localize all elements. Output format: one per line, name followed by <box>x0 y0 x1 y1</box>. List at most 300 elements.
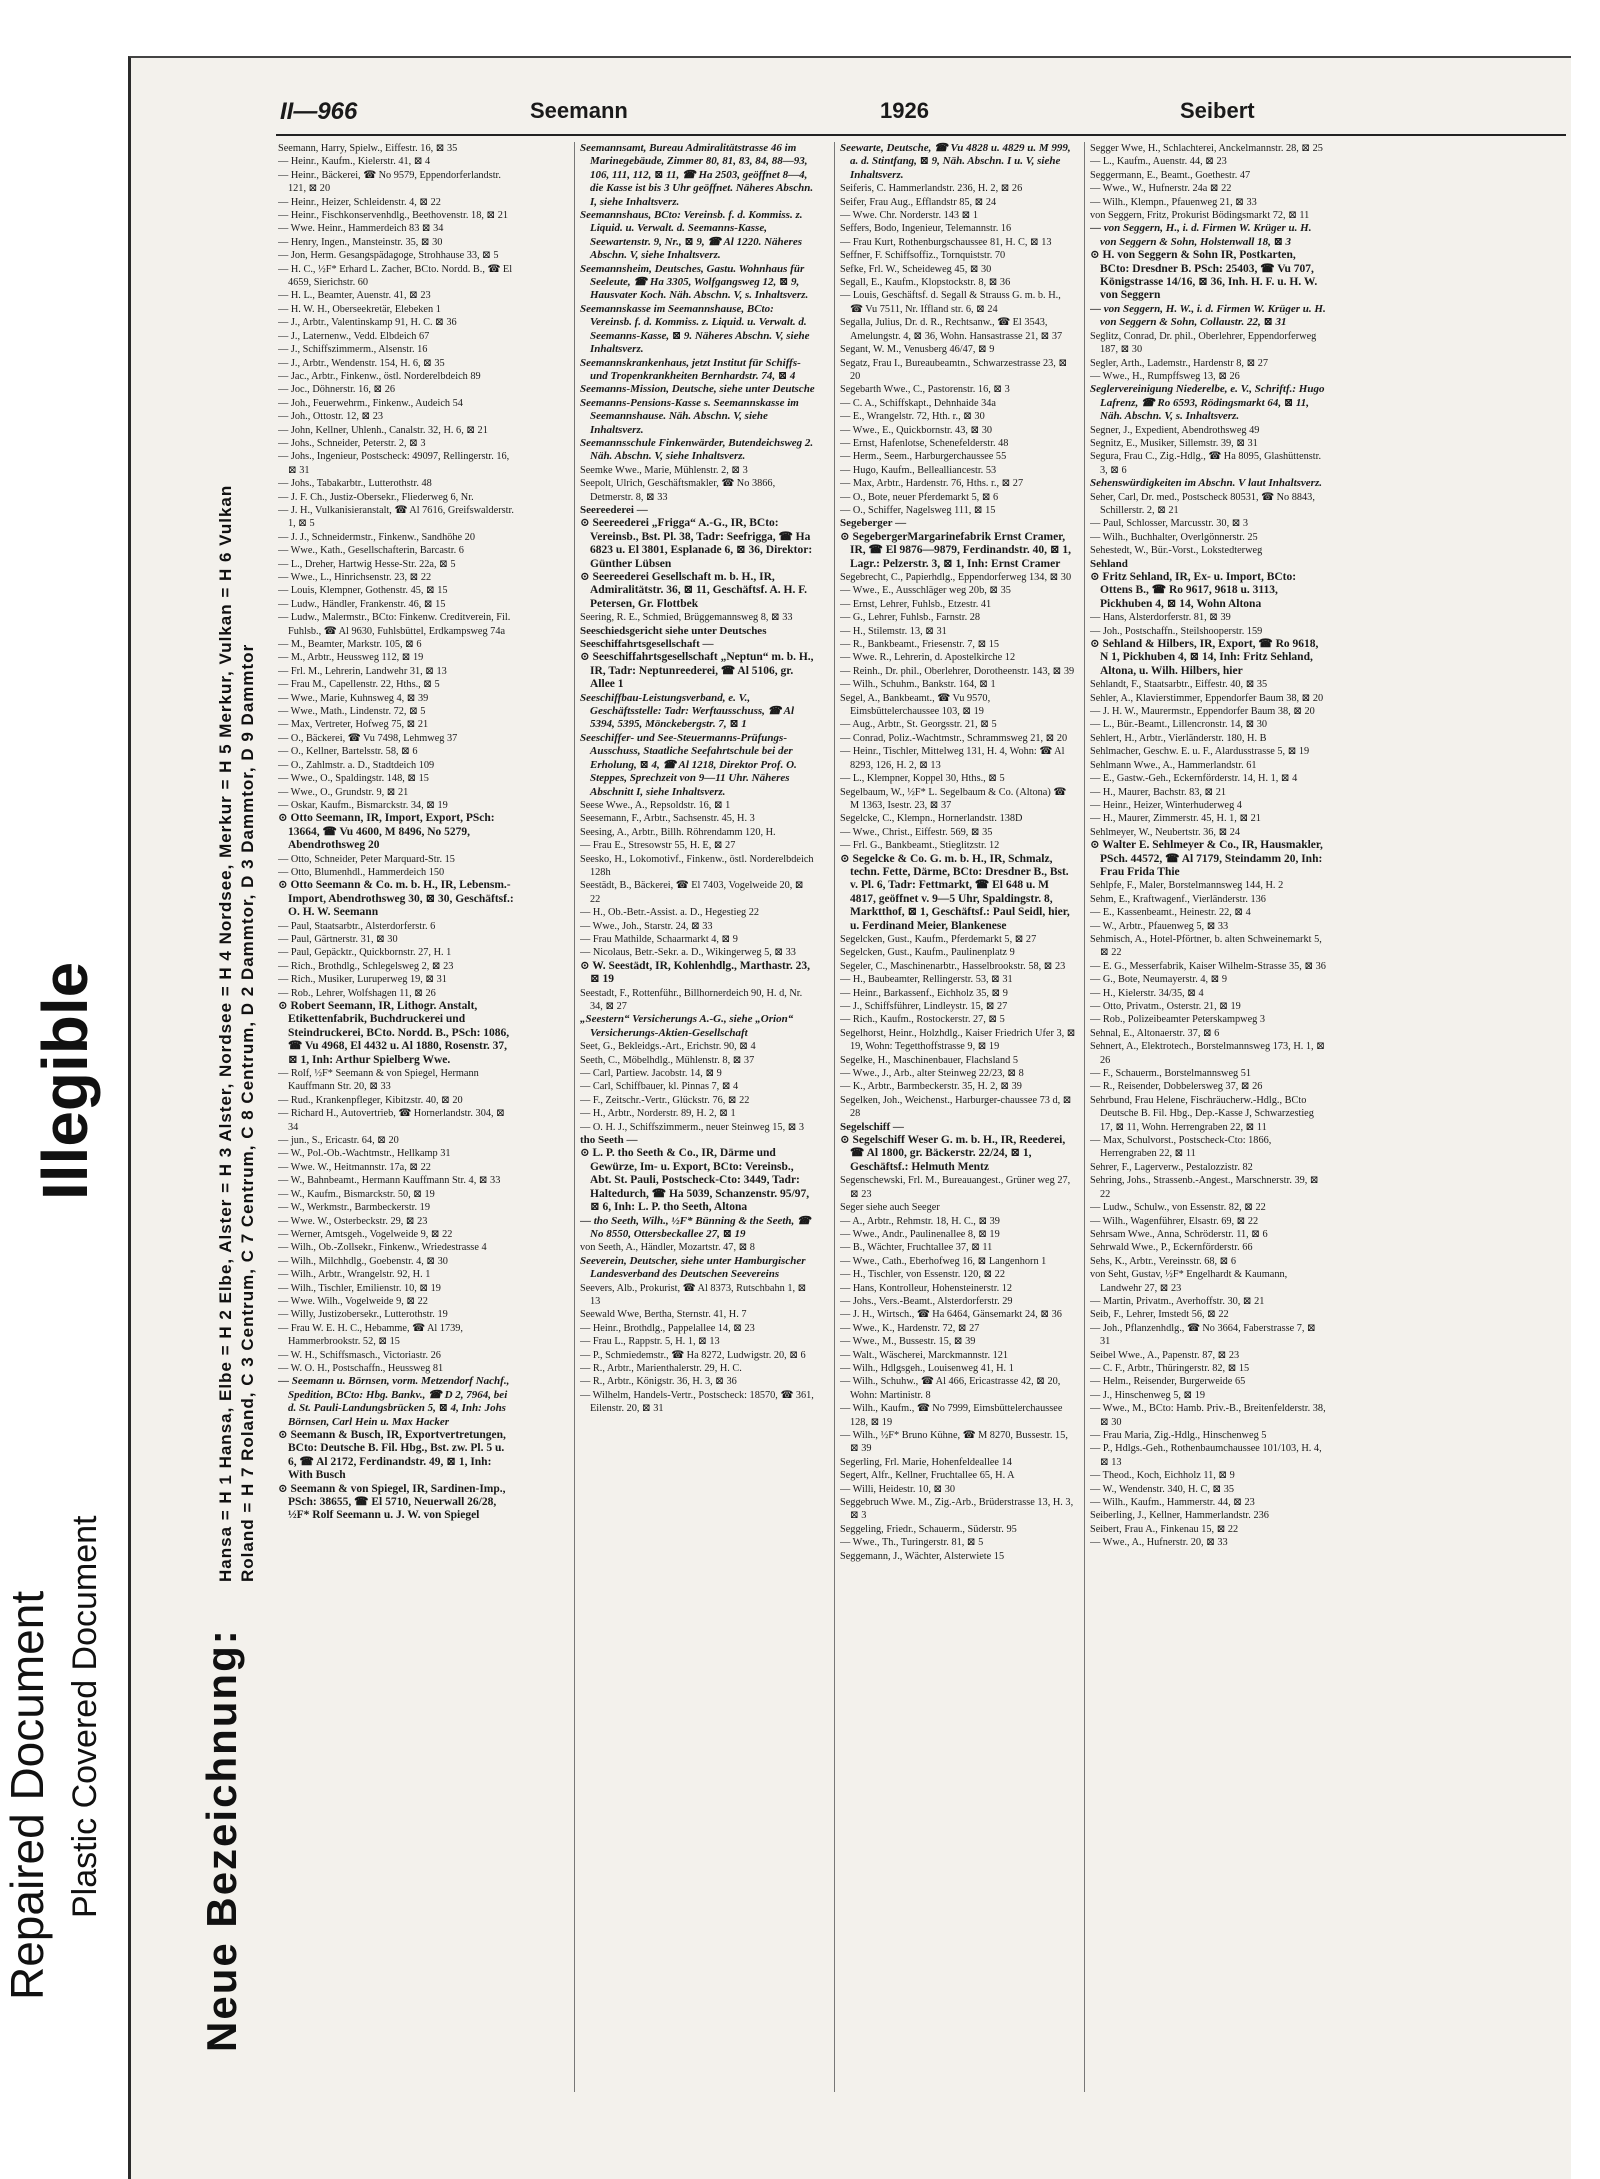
directory-entry: — Rob., Lehrer, Wolfshagen 11, ⊠ 26 <box>278 987 436 999</box>
repaired-document-stamp: Repaired Document <box>1 1590 53 2000</box>
directory-entry: ⊙ Segelcke & Co. G. m. b. H., IR, Schmalz, techn. Fette, Därme, BCto: Dresdner B., Bst. v. Pl. 6, Tadr: Fettmarkt, ☎ El 648 u. M 4817, geöffnet v. 9—5 Uhr, Spaldingstr. 8, Marktthof, ⊠ 1, Geschäftsf.: Paul Seidl, hier, u. Ferdinand Meier, Blankenese <box>840 852 1070 932</box>
directory-entry: — H., Kielerstr. 34/35, ⊠ 4 <box>1090 987 1204 999</box>
directory-entry: — Wwe., L., Hinrichsenstr. 23, ⊠ 22 <box>278 572 432 583</box>
directory-entry: — J., Arbtr., Valentinskamp 91, H. C. ⊠ 36 <box>278 317 457 329</box>
directory-entry: — Frau Mathilde, Schaarmarkt 4, ⊠ 9 <box>580 933 738 945</box>
directory-entry: — W., Arbtr., Pfauenweg 5, ⊠ 33 <box>1090 920 1229 932</box>
directory-entry: — W., Pol.-Ob.-Wachtmstr., Hellkamp 31 <box>278 1148 451 1160</box>
directory-entry: — Hans, Alsterdorferstr. 81, ⊠ 39 <box>1090 612 1231 624</box>
year: 1926 <box>880 98 929 123</box>
directory-entry: Seet, G., Bekleidgs.-Art., Erichstr. 90, ⊠ 4 <box>580 1041 756 1053</box>
directory-entry: — Wwe., M., Bussestr. 15, ⊠ 39 <box>840 1336 976 1348</box>
directory-entry: — L., Bür.-Beamt., Lillencronstr. 14, ⊠ 30 <box>1090 719 1268 731</box>
directory-entry: — Ludw., Schulw., von Essenstr. 82, ⊠ 22 <box>1090 1202 1266 1214</box>
directory-entry: Sehler, A., Klavierstimmer, Eppendorfer Baum 38, ⊠ 20 <box>1090 692 1324 704</box>
directory-entry: — W., Bahnbeamt., Hermann Kauffmann Str. 4, ⊠ 33 <box>278 1175 501 1187</box>
directory-entry: — M., Arbtr., Heussweg 112, ⊠ 19 <box>278 652 424 664</box>
directory-entry: ⊙ Seeschiffahrtsgesellschaft „Neptun“ m. b. H., IR, Tadr: Neptunreederei, ☎ Al 5106, gr. Allee 1 <box>580 651 814 691</box>
directory-entry: — Jon, Herm. Gesangspädagoge, Strohhause 33, ⊠ 5 <box>278 250 499 262</box>
directory-entry: — R., Bankbeamt., Friesenstr. 7, ⊠ 15 <box>840 639 1000 651</box>
directory-entry: — Frl. G., Bankbeamt., Stieglitzstr. 12 <box>840 840 1000 852</box>
directory-entry: — O., Zahlmstr. a. D., Stadtdeich 109 <box>278 759 435 771</box>
directory-entry: — Carl, Schiffbauer, kl. Pinnas 7, ⊠ 4 <box>580 1081 739 1093</box>
directory-entry: — Wwe., O., Grundstr. 9, ⊠ 21 <box>278 786 409 798</box>
directory-entry: Sehland <box>1090 557 1128 570</box>
directory-entry: — J. J., Schneidermstr., Finkenw., Sandhöhe 20 <box>278 531 475 543</box>
directory-entry: Seggebruch Wwe. M., Zig.-Arb., Brüderstrasse 13, H. 3, ⊠ 3 <box>840 1497 1074 1522</box>
directory-entry: — Reinh., Dr. phil., Oberlehrer, Dorotheenstr. 143, ⊠ 39 <box>840 665 1075 677</box>
directory-entry: Segner, J., Expedient, Abendrothsweg 49 <box>1090 424 1260 436</box>
directory-entry: — A., Arbtr., Rehmstr. 18, H. C., ⊠ 39 <box>840 1215 1000 1227</box>
directory-entry: Segel, A., Bankbeamt., ☎ Vu 9570, Eimsbüttelerchaussee 103, ⊠ 19 <box>840 692 991 718</box>
directory-entry: — J. H., Vulkanisieranstalt, ☎ Al 7616, Greifswalderstr. 1, ⊠ 5 <box>278 504 514 530</box>
directory-entry: ⊙ W. Seestädt, IR, Kohlenhdlg., Marthastr. 23, ⊠ 19 <box>580 959 810 986</box>
directory-entry: — Ludw., Händler, Frankenstr. 46, ⊠ 15 <box>278 598 446 610</box>
directory-entry: — Ludw., Malermstr., BCto: Finkenw. Creditverein, Fil. Fuhlsb., ☎ Al 9630, Fuhlsbüttel, Erdkampsweg 74a <box>278 612 511 637</box>
directory-entry: Segelcke, C., Klempn., Hornerlandstr. 138D <box>840 813 1023 825</box>
directory-entry: Sehnert, A., Elektrotech., Borstelmannsweg 173, H. 1, ⊠ 26 <box>1090 1041 1325 1066</box>
directory-entry: Sehlmann Wwe., A., Hammerlandstr. 61 <box>1090 759 1257 771</box>
directory-entry: — Heinr., Heizer, Schleidenstr. 4, ⊠ 22 <box>278 196 441 208</box>
directory-entry: — Wwe., Math., Lindenstr. 72, ⊠ 5 <box>278 706 426 718</box>
directory-entry: — H. W. H., Oberseekretär, Elebeken 1 <box>278 303 441 315</box>
directory-entry: Seeschiffbau-Leistungsverband, e. V., Geschäftsstelle: Tadr: Werftausschuss, ☎ Al 5394, 5395, Mönckebergstr. 7, ⊠ 1 <box>580 691 795 731</box>
directory-entry: — C. F., Arbtr., Thüringerstr. 82, ⊠ 15 <box>1090 1362 1250 1374</box>
directory-entry: Sehlpfe, F., Maler, Borstelmannsweg 144, H. 2 <box>1090 880 1284 892</box>
directory-entry: Seibel Wwe., A., Papenstr. 87, ⊠ 23 <box>1090 1349 1240 1361</box>
directory-entry: von Seggern, Fritz, Prokurist Bödingsmarkt 72, ⊠ 11 <box>1090 210 1310 222</box>
directory-entry: Sefke, Frl. W., Scheideweg 45, ⊠ 30 <box>840 263 992 275</box>
directory-entry: — Oskar, Kaufm., Bismarckstr. 34, ⊠ 19 <box>278 799 448 811</box>
directory-entry: Seemannskasse im Seemannshause, BCto: Vereinsb. f. d. Kommiss. z. Liquid. u. Verwalt. d. Seemanns-Kasse, ⊠ 9. Näheres Abschn. V, siehe Inhaltsverz. <box>580 302 810 356</box>
directory-entry: — Willy, Justizobersekr., Lutterothstr. 19 <box>278 1309 448 1321</box>
directory-entry: — O., Kellner, Bartelsstr. 58, ⊠ 6 <box>278 746 418 758</box>
directory-entry: — Henry, Ingen., Mansteinstr. 35, ⊠ 30 <box>278 236 443 248</box>
directory-entry: — Walt., Wäscherei, Marckmannstr. 121 <box>840 1349 1009 1361</box>
directory-entry: — J., Schiffsführer, Lindleystr. 15, ⊠ 27 <box>840 1001 1008 1012</box>
directory-entry: — P., Schmiedemstr., ☎ Ha 8272, Ludwigstr. 20, ⊠ 6 <box>580 1349 806 1361</box>
directory-entry: Sehrbund, Frau Helene, Fischräucherw.-Hdlg., BCto Deutsche B. Fil. Hbg., Dep.-Kasse J, Schwarzestieg 17, ⊠ 11, Wohn. Herrengraben 22, ⊠ 11 <box>1090 1094 1314 1133</box>
directory-entry: — Wwe., H., Rumpffsweg 13, ⊠ 26 <box>1090 370 1240 382</box>
directory-entry: — Johs., Ingenieur, Postscheck: 49097, Rellingerstr. 16, ⊠ 31 <box>278 451 510 476</box>
directory-entry: — F., Schauerm., Borstelmannsweg 51 <box>1090 1068 1252 1080</box>
directory-entry: Sehlert, H., Arbtr., Vierländerstr. 180, H. B <box>1090 732 1267 744</box>
side-legend-title: Neue Bezeichnung: <box>198 1628 245 2052</box>
page-number: II—966 <box>280 98 358 125</box>
directory-entry: Seeschiffahrtsgesellschaft — <box>580 638 714 651</box>
directory-entry: — P., Hdlgs.-Geh., Rothenbaumchaussee 101/103, H. 4, ⊠ 13 <box>1090 1443 1322 1468</box>
directory-entry: — Heinr., Bäckerei, ☎ No 9579, Eppendorferlandstr. 121, ⊠ 20 <box>278 169 501 195</box>
directory-entry: — J., Schiffszimmerm., Alsenstr. 16 <box>278 344 428 356</box>
directory-entry: — Wwe., A., Hufnerstr. 20, ⊠ 33 <box>1090 1537 1228 1549</box>
directory-entry: von Seht, Gustav, ½F* Engelhardt & Kaumann, Landwehr 27, ⊠ 23 <box>1090 1269 1288 1294</box>
directory-entry: Segeler, C., Maschinenarbtr., Hasselbrookstr. 58, ⊠ 23 <box>840 960 1066 972</box>
directory-entry: Segelhorst, Heinr., Holzhdlg., Kaiser Friedrich Ufer 3, ⊠ 19, Wohn: Tegetthoffstrasse 9, ⊠ 19 <box>840 1027 1076 1053</box>
side-legend-line-2: Roland = H 7 Roland, C 3 Centrum, C 7 Centrum, C 8 Centrum, D 2 Dammtor, D 3 Dammtor, D 9 Dammtor <box>238 643 257 1582</box>
directory-entry: Segura, Frau C., Zig.-Hdlg., ☎ Ha 8095, Glashüttenstr. 3, ⊠ 6 <box>1090 451 1322 476</box>
directory-entry: Seemanns-Pensions-Kasse s. Seemannskasse im Seemannshause. Näh. Abschn. V, siehe Inhaltsverz. <box>580 396 799 436</box>
directory-entry: — Heinr., Heizer, Winterhuderweg 4 <box>1090 799 1242 811</box>
directory-entry: Segant, W. M., Venusberg 46/47, ⊠ 9 <box>840 344 995 356</box>
directory-entry: Seeth, C., Möbelhdlg., Mühlenstr. 8, ⊠ 37 <box>580 1054 755 1066</box>
directory-entry: Segebarth Wwe., C., Pastorenstr. 16, ⊠ 3 <box>840 384 1010 396</box>
directory-entry: — Frau W. E. H. C., Hebamme, ☎ Al 1739, Hammerbrookstr. 52, ⊠ 15 <box>278 1322 464 1348</box>
directory-entry: ⊙ Seereederei Gesellschaft m. b. H., IR, Admiralitätstr. 36, ⊠ 11, Geschäftsf. A. H. F. Petersen, Gr. Flottbek <box>580 571 808 610</box>
directory-entry: Seestädt, B., Bäckerei, ☎ El 7403, Vogelweide 20, ⊠ 22 <box>580 880 804 905</box>
directory-entry: „Seestern“ Versicherungs A.-G., siehe „Orion“ Versicherungs-Aktien-Gesellschaft <box>580 1013 794 1039</box>
directory-entry: — Wwe. Chr. Norderstr. 143 ⊠ 1 <box>840 210 978 222</box>
directory-entry: — Heinr., Barkassenf., Eichholz 35, ⊠ 9 <box>840 987 1008 999</box>
directory-entry: — C. A., Schiffskapt., Dehnhaide 34a <box>840 397 996 409</box>
directory-entry: Seglitz, Conrad, Dr. phil., Oberlehrer, Eppendorferweg 187, ⊠ 30 <box>1090 330 1317 356</box>
directory-entry: — Carl, Partiew. Jacobstr. 14, ⊠ 9 <box>580 1068 722 1080</box>
directory-column-3 <box>840 142 1076 2112</box>
directory-entry: — E., Kassenbeamt., Heinestr. 22, ⊠ 4 <box>1090 907 1251 919</box>
directory-entry: — Wilh., Wagenführer, Elsastr. 69, ⊠ 22 <box>1090 1215 1259 1227</box>
directory-entry: — Frau M., Capellenstr. 22, Hths., ⊠ 5 <box>278 679 440 691</box>
directory-entry: Seibert, Frau A., Finkenau 15, ⊠ 22 <box>1090 1523 1239 1535</box>
directory-entry: Seemannshaus, BCto: Vereinsb. f. d. Kommiss. z. Liquid. u. Verwalt. d. Seemanns-Kasse, Seewartenstr. 9, Nr., ⊠ 9, ☎ Al 1220. Näheres Abschn. V, siehe Inhaltsverz. <box>580 209 803 262</box>
directory-entry: — L., Dreher, Hartwig Hesse-Str. 22a, ⊠ 5 <box>278 558 456 570</box>
directory-entry: — H. L., Beamter, Auenstr. 41, ⊠ 23 <box>278 290 431 302</box>
directory-entry: — F., Zeitschr.-Vertr., Glückstr. 76, ⊠ 22 <box>580 1094 750 1106</box>
directory-entry: — Joh., Pflanzenhdlg., ☎ No 3664, Faberstrasse 7, ⊠ 31 <box>1090 1322 1316 1348</box>
directory-entry: — J., Hinschenweg 5, ⊠ 19 <box>1090 1389 1206 1401</box>
directory-entry: von Seeth, A., Händler, Mozartstr. 47, ⊠ 8 <box>580 1242 755 1254</box>
directory-entry: — Heinr., Tischler, Mittelweg 131, H. 4, Wohn: ☎ Al 8293, 126, H. 2, ⊠ 13 <box>840 746 1065 771</box>
directory-entry: ⊙ L. P. tho Seeth & Co., IR, Därme und Gewürze, Im- u. Export, BCto: Vereinsb., Abt. St. Pauli, Postscheck-Cto: 3449, Tadr: Haltedurch, ☎ Ha 5039, Schanzenstr. 95/97, ⊠ 6, Inh: L. P. tho Seeth, Altona <box>580 1147 810 1214</box>
directory-entry: — Hugo, Kaufm., Bellealliancestr. 53 <box>840 464 997 476</box>
directory-entry: — H., Maurer, Bachstr. 83, ⊠ 21 <box>1090 786 1227 798</box>
directory-entry: — B., Wächter, Fruchtallee 37, ⊠ 11 <box>840 1242 993 1254</box>
directory-entry: ⊙ Sehland & Hilbers, IR, Export, ☎ Ro 9618, N 1, Pickhuben 4, ⊠ 14, Inh: Fritz Sehland, Altona, u. Wilh. Hilbers, hier <box>1090 638 1319 677</box>
directory-entry: — von Seggern, H., i. d. Firmen W. Krüger u. H. von Seggern & Sohn, Holstenwall 18, ⊠ 3 <box>1090 222 1312 248</box>
directory-entry: — H., Arbtr., Norderstr. 89, H. 2, ⊠ 1 <box>580 1108 736 1120</box>
directory-entry: Seemannsamt, Bureau Admiralitätstrasse 46 im Marinegebäude, Zimmer 80, 81, 83, 84, 88—93, 106, 111, 112, ⊠ 11, ☎ Ha 2503, geöffnet 8—4, die Kasse ist bis 3 Uhr geöffnet. Näheres Abschn. I, siehe Inhaltsverz. <box>580 142 814 208</box>
directory-entry: — G., Lehrer, Fuhlsb., Farnstr. 28 <box>840 612 981 624</box>
directory-entry: — Louis, Klempner, Gothenstr. 45, ⊠ 15 <box>278 585 448 597</box>
directory-entry: — Wilh., Tischler, Emilienstr. 10, ⊠ 19 <box>278 1282 441 1294</box>
directory-entry: — O., Bäckerei, ☎ Vu 7498, Lehmweg 37 <box>278 732 458 744</box>
directory-entry: — R., Reisender, Dobbelersweg 37, ⊠ 26 <box>1090 1081 1263 1093</box>
directory-entry: — Frl. M., Lehrerin, Landwehr 31, ⊠ 13 <box>278 665 447 677</box>
directory-entry: — Wwe., E., Quickbornstr. 43, ⊠ 30 <box>840 424 993 436</box>
directory-entry: — M., Beamter, Markstr. 105, ⊠ 6 <box>278 639 422 651</box>
directory-entry: ⊙ Fritz Sehland, IR, Ex- u. Import, BCto: Ottens B., ☎ Ro 9617, 9618 u. 3113, Pickhuben 4, ⊠ 14, Wohn Altona <box>1090 571 1297 610</box>
directory-entry: — jun., S., Ericastr. 64, ⊠ 20 <box>278 1135 399 1147</box>
directory-entry: — Werner, Amtsgeh., Vogelweide 9, ⊠ 22 <box>278 1228 453 1240</box>
directory-entry: ⊙ Seemann & von Spiegel, IR, Sardinen-Imp., PSch: 38655, ☎ El 5710, Neuerwall 26/28, ½F* Rolf Seemann u. J. W. von Spiegel <box>278 1482 506 1522</box>
directory-entry: Segelke, H., Maschinenbauer, Flachsland 5 <box>840 1054 1019 1066</box>
directory-entry: — Wwe. W., Heitmannstr. 17a, ⊠ 22 <box>278 1161 431 1173</box>
directory-entry: Segeberger — <box>840 517 907 530</box>
directory-entry: Seemannskrankenhaus, jetzt Institut für Schiffs- und Tropenkrankheiten Bernhardstr. 74, ⊠ 4 <box>580 356 801 382</box>
directory-entry: ⊙ Segelschiff Weser G. m. b. H., IR, Reederei, ☎ Al 1800, gr. Bäckerstr. 22/24, ⊠ 1, Geschäftsf.: Helmuth Mentz <box>840 1134 1066 1173</box>
directory-entry: — Paul, Gepäcktr., Quickbornstr. 27, H. 1 <box>278 947 452 959</box>
directory-entry: Segelschiff — <box>840 1120 904 1133</box>
directory-entry: — Joh., Feuerwehrm., Finkenw., Audeich 54 <box>278 397 463 409</box>
directory-entry: — H. C., ½F* Erhard L. Zacher, BCto. Nordd. B., ☎ El 4659, Sierichstr. 60 <box>278 263 513 289</box>
directory-entry: — Wilh., Klempn., Pfauenweg 21, ⊠ 33 <box>1090 196 1257 208</box>
directory-entry: Segatz, Frau I., Bureaubeamtn., Schwarzestrasse 23, ⊠ 20 <box>840 357 1068 382</box>
directory-entry: — Paul, Schlosser, Marcusstr. 30, ⊠ 3 <box>1090 518 1249 530</box>
directory-entry: Seib, F., Lehrer, Imstedt 56, ⊠ 22 <box>1090 1309 1229 1321</box>
directory-entry: — Wwe., Christ., Eiffestr. 569, ⊠ 35 <box>840 826 993 838</box>
directory-entry: — Johs., Tabakarbtr., Lutterothstr. 48 <box>278 478 432 490</box>
directory-entry: — Wilh., Kaufm., Hammerstr. 44, ⊠ 23 <box>1090 1497 1255 1509</box>
directory-entry: — K., Arbtr., Barmbeckerstr. 35, H. 2, ⊠ 39 <box>840 1081 1022 1093</box>
column-divider <box>574 142 575 2092</box>
directory-entry: — Richard H., Autovertrieb, ☎ Hornerlandstr. 304, ⊠ 34 <box>278 1108 505 1133</box>
directory-entry: — R., Arbtr., Marienthalerstr. 29, H. C. <box>580 1362 742 1374</box>
directory-entry: Seiberling, J., Kellner, Hammerlandstr. 236 <box>1090 1510 1269 1522</box>
directory-entry: Seesing, A., Arbtr., Billh. Röhrendamm 120, H. <box>580 826 776 838</box>
directory-entry: — O., Schiffer, Nagelsweg 111, ⊠ 15 <box>840 504 996 516</box>
directory-entry: Seher, Carl, Dr. med., Postscheck 80531, ☎ No 8843, Schillerstr. 2, ⊠ 21 <box>1090 491 1315 516</box>
directory-entry: Sehlmacher, Geschw. E. u. F., Alardusstrasse 5, ⊠ 19 <box>1090 746 1310 758</box>
directory-entry: — Rob., Polizeibeamter Peterskampweg 3 <box>1090 1014 1266 1026</box>
last-entry-word: Seibert <box>1180 98 1255 123</box>
directory-entry: Sehlandt, F., Staatsarbtr., Eiffestr. 40, ⊠ 35 <box>1090 679 1268 691</box>
directory-entry: Segerling, Frl. Marie, Hohenfeldeallee 14 <box>840 1456 1012 1468</box>
directory-entry: ⊙ Walter E. Sehlmeyer & Co., IR, Hausmakler, PSch. 44572, ☎ Al 7179, Steindamm 20, Inh: Frau Frida Thie <box>1090 839 1323 878</box>
directory-entry: — W. H., Schiffsmasch., Victoriastr. 26 <box>278 1349 441 1361</box>
directory-entry: — Heinr., Fischkonservenhdlg., Beethovenstr. 18, ⊠ 21 <box>278 210 508 222</box>
directory-entry: — Rolf, ½F* Seemann & von Spiegel, Hermann Kauffmann Str. 20, ⊠ 33 <box>278 1068 479 1093</box>
directory-entry: — Johs., Vers.-Beamt., Alsterdorferstr. 29 <box>840 1295 1013 1307</box>
first-entry-word: Seemann <box>530 98 628 123</box>
directory-entry: — Hans, Kontrolleur, Hohensteinerstr. 12 <box>840 1282 1013 1294</box>
directory-entry: — Rich., Musiker, Luruperweg 19, ⊠ 31 <box>278 974 447 986</box>
directory-entry: Segger Wwe, H., Schlachterei, Anckelmannstr. 28, ⊠ 25 <box>1090 143 1323 154</box>
directory-entry: — E., Wrangelstr. 72, Hth. r., ⊠ 30 <box>840 411 985 423</box>
directory-entry: Seglervereinigung Niederelbe, e. V., Schriftf.: Hugo Lafrenz, ☎ Ro 6593, Rödingsmarkt 64, ⊠ 11, Näh. Abschn. V, s. Inhaltsverz. <box>1090 383 1325 423</box>
directory-entry: — Wwe., Th., Turingerstr. 81, ⊠ 5 <box>840 1537 984 1549</box>
directory-entry: Seesemann, F., Arbtr., Sachsenstr. 45, H. 3 <box>580 813 755 825</box>
directory-entry: — Wwe. R., Lehrerin, d. Apostelkirche 12 <box>840 652 1016 664</box>
directory-entry: — Wwe., Joh., Starstr. 24, ⊠ 33 <box>580 920 713 932</box>
directory-entry: Segalla, Julius, Dr. d. R., Rechtsanw., ☎ El 3543, Amelungstr. 4, ⊠ 36, Wohn. Hansastrasse 21, ⊠ 37 <box>840 317 1063 342</box>
directory-entry: Seemannsschule Finkenwärder, Butendeichsweg 2. Näh. Abschn. V, siehe Inhaltsverz. <box>580 436 814 463</box>
directory-entry: Segert, Alfr., Kellner, Fruchtallee 65, H. A <box>840 1470 1015 1482</box>
directory-entry: Sehrwald Wwe., P., Eckernförderstr. 66 <box>1090 1242 1253 1254</box>
directory-entry: — H., Stilemstr. 13, ⊠ 31 <box>840 625 947 637</box>
directory-entry: — Wwe., O., Spaldingstr. 148, ⊠ 15 <box>278 773 429 785</box>
directory-entry: — Wwe. Wilh., Vogelweide 9, ⊠ 22 <box>278 1295 428 1307</box>
directory-entry: Seereederei — <box>580 503 648 516</box>
directory-entry: — Wilh., Buchhalter, Overlgönnerstr. 25 <box>1090 531 1258 543</box>
directory-entry: — Wwe., J., Arb., alter Steinweg 22/23, ⊠ 8 <box>840 1068 1024 1080</box>
directory-entry: Seepolt, Ulrich, Geschäftsmakler, ☎ No 3866, Detmerstr. 8, ⊠ 33 <box>580 478 776 503</box>
directory-entry: — Frau Maria, Zig.-Hdlg., Hinschenweg 5 <box>1090 1430 1267 1441</box>
directory-entry: — Conrad, Poliz.-Wachtmstr., Schrammsweg 21, ⊠ 20 <box>840 732 1068 744</box>
directory-entry: — Otto, Privatm., Osterstr. 21, ⊠ 19 <box>1090 1001 1241 1012</box>
illegible-stamp: Illegible <box>29 961 101 1200</box>
directory-entry: ⊙ Seereederei „Frigga“ A.-G., IR, BCto: Vereinsb., Bst. Pl. 38, Tadr: Seefrigga, ☎ Ha 6823 u. El 3801, Esplanade 6, ⊠ 36, Direktor: Günther Lübsen <box>580 517 813 570</box>
directory-entry: Segelken, Joh., Weichenst., Harburger-chaussee 73 d, ⊠ 28 <box>840 1094 1072 1120</box>
directory-entry: — Heinr., Brothdlg., Pappelallee 14, ⊠ 23 <box>580 1322 755 1334</box>
directory-entry: ⊙ Otto Seemann, IR, Import, Export, PSch: 13664, ☎ Vu 4600, M 8496, No 5279, Abendrothsweg 20 <box>278 812 495 852</box>
column-divider <box>834 142 835 2092</box>
directory-entry: — Rich., Brothdlg., Schlegelsweg 2, ⊠ 23 <box>278 960 454 972</box>
directory-entry: — Frau E., Stresowstr 55, H. E, ⊠ 27 <box>580 840 736 852</box>
directory-entry: Seeschiedsgericht siehe unter Deutsches <box>580 624 767 637</box>
directory-entry: — G., Bote, Neumayerstr. 4, ⊠ 9 <box>1090 974 1228 986</box>
directory-entry: — Paul, Staatsarbtr., Alsterdorferstr. 6 <box>278 920 436 932</box>
directory-entry: Seggermann, E., Beamt., Goethestr. 47 <box>1090 169 1251 181</box>
directory-entry: Seeverein, Deutscher, siehe unter Hamburgischer Landesverband des Deutschen Seevereins <box>580 1254 806 1281</box>
directory-entry: Segelcken, Gust., Kaufm., Pferdemarkt 5, ⊠ 27 <box>840 933 1037 945</box>
directory-entry: — L., Kaufm., Auenstr. 44, ⊠ 23 <box>1090 156 1227 168</box>
directory-entry: — Nicolaus, Betr.-Sekr. a. D., Wikingerweg 5, ⊠ 33 <box>580 947 796 959</box>
directory-entry: — Wwe., W., Hufnerstr. 24a ⊠ 22 <box>1090 183 1232 195</box>
directory-entry: Sehs, K., Arbtr., Vereinsstr. 68, ⊠ 6 <box>1090 1255 1237 1267</box>
directory-entry: — Wilh., Kaufm., ☎ No 7999, Eimsbüttelerchaussee 128, ⊠ 19 <box>840 1403 1063 1428</box>
directory-entry: — E., Gastw.-Geh., Eckernförderstr. 14, H. 1, ⊠ 4 <box>1090 773 1298 785</box>
directory-entry: ⊙ Robert Seemann, IR, Lithogr. Anstalt, Etikettenfabrik, Buchdruckerei und Steindruckerei, BCto. Nordd. B., PSch: 1086, ☎ Vu 4968, El 4432 u. Al 1880, Rosenstr. 37, ⊠ 1, Inh: Arthur Spielberg Wwe. <box>278 1000 510 1066</box>
directory-entry: Segnitz, E., Musiker, Sillemstr. 39, ⊠ 31 <box>1090 437 1258 449</box>
directory-entry: — Wwe., Marie, Kuhnsweg 4, ⊠ 39 <box>278 692 429 704</box>
directory-entry: Seemanns-Mission, Deutsche, siehe unter Deutsche <box>580 383 815 396</box>
directory-entry: Seffner, F. Schiffsoffiz., Tornquiststr. 70 <box>840 250 1006 262</box>
side-legend-line-1: Hansa = H 1 Hansa, Elbe = H 2 Elbe, Alster = H 3 Alster, Nordsee = H 4 Nordsee, Merkur = H 5 Merkur, Vulkan = H 6 Vulkan <box>216 484 235 1582</box>
directory-entry: Sehestedt, W., Bür.-Vorst., Lokstedterweg <box>1090 545 1263 557</box>
directory-entry: Seemannsheim, Deutsches, Gastu. Wohnhaus für Seeleute, ☎ Ha 3305, Wolfgangsweg 12, ⊠ 9, Hausvater Koch. Näh. Abschn. V, s. Inhaltsverz. <box>580 262 809 302</box>
directory-entry: Sehrer, F., Lagerverw., Pestalozzistr. 82 <box>1090 1161 1253 1173</box>
directory-entry: — W. O. H., Postschaffn., Heussweg 81 <box>278 1362 444 1374</box>
directory-entry: Segebrecht, C., Papierhdlg., Eppendorferweg 134, ⊠ 30 <box>840 572 1072 583</box>
directory-column-4 <box>1090 142 1326 2112</box>
directory-entry: — Otto, Schneider, Peter Marquard-Str. 15 <box>278 853 455 865</box>
directory-entry: — Frau Kurt, Rothenburgschaussee 81, H. C, ⊠ 13 <box>840 236 1052 248</box>
directory-entry: — Wwe., M., BCto: Hamb. Priv.-B., Breitenfelderstr. 38, ⊠ 30 <box>1090 1403 1326 1428</box>
directory-entry: — Wwe. W., Osterbeckstr. 29, ⊠ 23 <box>278 1215 428 1227</box>
directory-entry: — O., Bote, neuer Pferdemarkt 5, ⊠ 6 <box>840 491 999 503</box>
directory-entry: Sehring, Johs., Strassenb.-Angest., Marschnerstr. 39, ⊠ 22 <box>1090 1175 1319 1200</box>
directory-entry: Seevers, Alb., Prokurist, ☎ Al 8373, Rutschbahn 1, ⊠ 13 <box>580 1282 807 1307</box>
directory-entry: — Wilhelm, Handels-Vertr., Postscheck: 18570, ☎ 361, Eilenstr. 20, ⊠ 31 <box>580 1389 814 1415</box>
directory-entry: tho Seeth — <box>580 1134 638 1147</box>
directory-entry: Sehnal, E., Altonaerstr. 37, ⊠ 6 <box>1090 1027 1220 1039</box>
directory-entry: — Seemann u. Börnsen, vorm. Metzendorf Nachf., Spedition, BCto: Hbg. Bankv., ☎ D 2, 7964, bei d. St. Pauli-Landungsbrücken 5, ⊠ 4, Inh: Johs Börnsen, Carl Hein u. Max Hacker <box>278 1375 510 1428</box>
column-divider <box>1084 142 1085 2092</box>
directory-entry: — Joc., Döhnerstr. 16, ⊠ 26 <box>278 384 396 396</box>
directory-entry: — W., Wendenstr. 340, H. C, ⊠ 35 <box>1090 1483 1235 1495</box>
directory-entry: — Otto, Blumenhdl., Hammerdeich 150 <box>278 866 445 878</box>
directory-entry: — Jac., Arbtr., Finkenw., östl. Norderelbdeich 89 <box>278 370 481 382</box>
directory-entry: — Paul, Gärtnerstr. 31, ⊠ 30 <box>278 933 398 945</box>
directory-entry: — J., Arbtr., Wendenstr. 154, H. 6, ⊠ 35 <box>278 357 445 369</box>
directory-entry: Seering, R. E., Schmied, Brüggemannsweg 8, ⊠ 33 <box>580 612 793 624</box>
directory-entry: — Wilh., Hdlgsgeh., Louisenweg 41, H. 1 <box>840 1362 1014 1374</box>
directory-entry: — Helm., Reisender, Burgerweide 65 <box>1090 1376 1246 1388</box>
directory-entry: Seifer, Frau Aug., Efflandstr 85, ⊠ 24 <box>840 196 997 208</box>
directory-entry: Seggemann, J., Wächter, Alsterwiete 15 <box>840 1550 1005 1562</box>
directory-entry: Seese Wwe., A., Repsoldstr. 16, ⊠ 1 <box>580 799 731 811</box>
directory-entry: Seffers, Bodo, Ingenieur, Telemannstr. 16 <box>840 223 1012 235</box>
directory-entry: — Willi, Heidestr. 10, ⊠ 30 <box>840 1483 955 1495</box>
directory-entry: — E. G., Messerfabrik, Kaiser Wilhelm-Strasse 35, ⊠ 36 <box>1090 960 1326 972</box>
directory-entry: — Max, Vertreter, Hofweg 75, ⊠ 21 <box>278 719 429 731</box>
directory-entry: Segelbaum, W., ½F* L. Segelbaum & Co. (Altona) ☎ M 1363, Isestr. 23, ⊠ 37 <box>840 786 1067 811</box>
directory-entry: Segler, Arth., Lademstr., Hardenstr 8, ⊠ 27 <box>1090 357 1269 369</box>
directory-entry: — Martin, Privatm., Averhoffstr. 30, ⊠ 21 <box>1090 1295 1265 1307</box>
directory-entry: ⊙ Otto Seemann & Co. m. b. H., IR, Lebensm.-Import, Abendrothsweg 30, ⊠ 30, Geschäftsf.: O. H. W. Seemann <box>278 879 514 919</box>
directory-entry: Sehmisch, A., Hotel-Pförtner, b. alten Schweinemarkt 5, ⊠ 22 <box>1090 933 1322 959</box>
directory-entry: — Wilh., Schuhw., ☎ Al 466, Ericastrasse 42, ⊠ 20, Wohn: Martinistr. 8 <box>840 1376 1061 1401</box>
directory-entry: — J. H., Wirtsch., ☎ Ha 6464, Gänsemarkt 24, ⊠ 36 <box>840 1309 1062 1321</box>
directory-entry: ⊙ H. von Seggern & Sohn IR, Postkarten, BCto: Dresdner B. PSch: 25403, ☎ Vu 707, Königstrasse 14/16, ⊠ 36, Inh. H. F. u. H. W. von Seggern <box>1090 249 1318 302</box>
directory-entry: — H., Baubeamter, Rellingerstr. 53, ⊠ 31 <box>840 974 1013 986</box>
directory-entry: Segenschewski, Frl. M., Bureauangest., Grüner weg 27, ⊠ 23 <box>840 1175 1071 1200</box>
directory-entry: — Herm., Seem., Harburgerchaussee 55 <box>840 451 1007 463</box>
directory-entry: — von Seggern, H. W., i. d. Firmen W. Krüger u. H. von Seggern & Sohn, Collaustr. 22, ⊠ 31 <box>1090 302 1326 329</box>
directory-entry: Seeschiffer- und See-Steuermanns-Prüfungs-Ausschuss, Staatliche Seefahrtschule bei der Erholung, ⊠ 4, ☎ Al 1218, Direktor Prof. O. Steppes, Sprechzeit von 9—11 Uhr. Näheres Abschnitt I, siehe Inhaltsverz. <box>580 731 797 798</box>
plastic-covered-stamp: Plastic Covered Document <box>66 1515 104 1918</box>
directory-entry: — J. F. Ch., Justiz-Obersekr., Fliederweg 6, Nr. <box>278 491 474 503</box>
directory-entry: Seemke Wwe., Marie, Mühlenstr. 2, ⊠ 3 <box>580 464 748 476</box>
directory-entry: Seewald Wwe, Bertha, Sternstr. 41, H. 7 <box>580 1309 747 1321</box>
directory-entry: — Wilh., Schuhm., Bankstr. 164, ⊠ 1 <box>840 679 996 691</box>
directory-entry: — Rud., Krankenpfleger, Kibitzstr. 40, ⊠ 20 <box>278 1094 463 1106</box>
directory-entry: Seggeling, Friedr., Schauerm., Süderstr. 95 <box>840 1523 1017 1535</box>
directory-entry: Segall, E., Kaufm., Klopstockstr. 8, ⊠ 36 <box>840 277 1011 289</box>
directory-entry: — Wilh., Milchhdlg., Goebenstr. 4, ⊠ 30 <box>278 1255 448 1267</box>
directory-entry: — Frau L., Rappstr. 5, H. 1, ⊠ 13 <box>580 1336 720 1348</box>
directory-entry: — Ernst, Hafenlotse, Schenefelderstr. 48 <box>840 437 1009 449</box>
directory-entry: — H., Ob.-Betr.-Assist. a. D., Hegestieg 22 <box>580 907 760 919</box>
directory-entry: — Wwe., E., Ausschläger weg 20b, ⊠ 35 <box>840 585 1011 597</box>
directory-entry: — H., Tischler, von Essenstr. 120, ⊠ 22 <box>840 1269 1005 1281</box>
directory-entry: ⊙ Seemann & Busch, IR, Exportvertretungen, BCto: Deutsche B. Fil. Hbg., Bst. zw. Pl. 5 u. 6, ☎ Al 2172, Ferdinandstr. 49, ⊠ 1, Inh: With Busch <box>278 1429 506 1482</box>
directory-entry: — Wwe., Andr., Paulinenallee 8, ⊠ 19 <box>840 1228 1000 1240</box>
directory-entry: Sehlmeyer, W., Neubertstr. 36, ⊠ 24 <box>1090 826 1241 838</box>
directory-column-1 <box>278 142 514 2112</box>
directory-entry: — Louis, Geschäftsf. d. Segall & Strauss G. m. b. H., ☎ Vu 7511, Nr. Iffland str. 6, ⊠ 24 <box>840 290 1061 315</box>
directory-entry: — L., Klempner, Koppel 30, Hths., ⊠ 5 <box>840 773 1005 785</box>
page-header <box>280 98 1570 132</box>
directory-entry: Seestadt, F., Rottenführ., Billhornerdeich 90, H. d, Nr. 34, ⊠ 27 <box>580 987 803 1012</box>
directory-entry: — tho Seeth, Wilh., ½F* Bünning & the Seeth, ☎ No 8550, Ottersbeckallee 27, ⊠ 19 <box>580 1214 811 1240</box>
directory-entry: — Wwe., Cath., Eberhofweg 16, ⊠ Langenhorn 1 <box>840 1255 1047 1267</box>
directory-entry: — Wilh., Arbtr., Wrangelstr. 92, H. 1 <box>278 1269 431 1281</box>
directory-entry: — Rich., Kaufm., Rostockerstr. 27, ⊠ 5 <box>840 1014 1005 1026</box>
directory-entry: — Ernst, Lehrer, Fuhlsb., Etzestr. 41 <box>840 598 992 610</box>
directory-entry: — Theod., Koch, Eichholz 11, ⊠ 9 <box>1090 1470 1235 1482</box>
directory-entry: — Wwe. Heinr., Hammerdeich 83 ⊠ 34 <box>278 223 444 235</box>
directory-entry: Seewarte, Deutsche, ☎ Vu 4828 u. 4829 u. M 999, a. d. Stintfang, ⊠ 9, Näh. Abschn. I u. V, siehe Inhaltsverz. <box>840 142 1071 181</box>
directory-entry: — Joh., Ottostr. 12, ⊠ 23 <box>278 411 384 423</box>
directory-entry: ⊙ SegebergerMargarinefabrik Ernst Cramer, IR, ☎ El 9876—9879, Ferdinandstr. 40, ⊠ 1, Lagr.: Pelzerstr. 3, ⊠ 1, Inh: Ernst Cramer <box>840 530 1071 570</box>
directory-entry: — J., Laternenw., Vedd. Elbdeich 67 <box>278 330 430 342</box>
directory-entry: Segelcken, Gust., Kaufm., Paulinenplatz 9 <box>840 947 1015 959</box>
directory-entry: — J. H. W., Maurermstr., Eppendorfer Baum 38, ⊠ 20 <box>1090 706 1315 718</box>
directory-entry: Sehrsam Wwe., Anna, Schröderstr. 11, ⊠ 6 <box>1090 1228 1268 1240</box>
directory-entry: — Wwe., K., Hardenstr. 72, ⊠ 27 <box>840 1322 980 1334</box>
directory-entry: — Heinr., Kaufm., Kielerstr. 41, ⊠ 4 <box>278 156 431 168</box>
directory-entry: — H., Maurer, Zimmerstr. 45, H. 1, ⊠ 21 <box>1090 813 1261 825</box>
directory-entry: — Joh., Postschaffn., Steilshooperstr. 159 <box>1090 625 1263 637</box>
directory-entry: — Max, Arbtr., Hardenstr. 76, Hths. r., ⊠ 27 <box>840 478 1024 490</box>
directory-entry: Sehm, E., Kraftwagenf., Vierländerstr. 136 <box>1090 893 1266 905</box>
directory-entry: — Wilh., ½F* Bruno Kühne, ☎ M 8270, Bussestr. 15, ⊠ 39 <box>840 1430 1068 1455</box>
directory-entry: Seesko, H., Lokomotivf., Finkenw., östl. Norderelbdeich 128h <box>580 853 814 878</box>
directory-entry: — W., Werkmstr., Barmbeckerstr. 19 <box>278 1202 430 1214</box>
directory-entry: — John, Kellner, Uhlenh., Canalstr. 32, H. 6, ⊠ 21 <box>278 424 488 436</box>
directory-column-2 <box>580 142 816 2112</box>
directory-entry: — W., Kaufm., Bismarckstr. 50, ⊠ 19 <box>278 1188 435 1200</box>
directory-entry: Seger siehe auch Seeger <box>840 1202 940 1214</box>
